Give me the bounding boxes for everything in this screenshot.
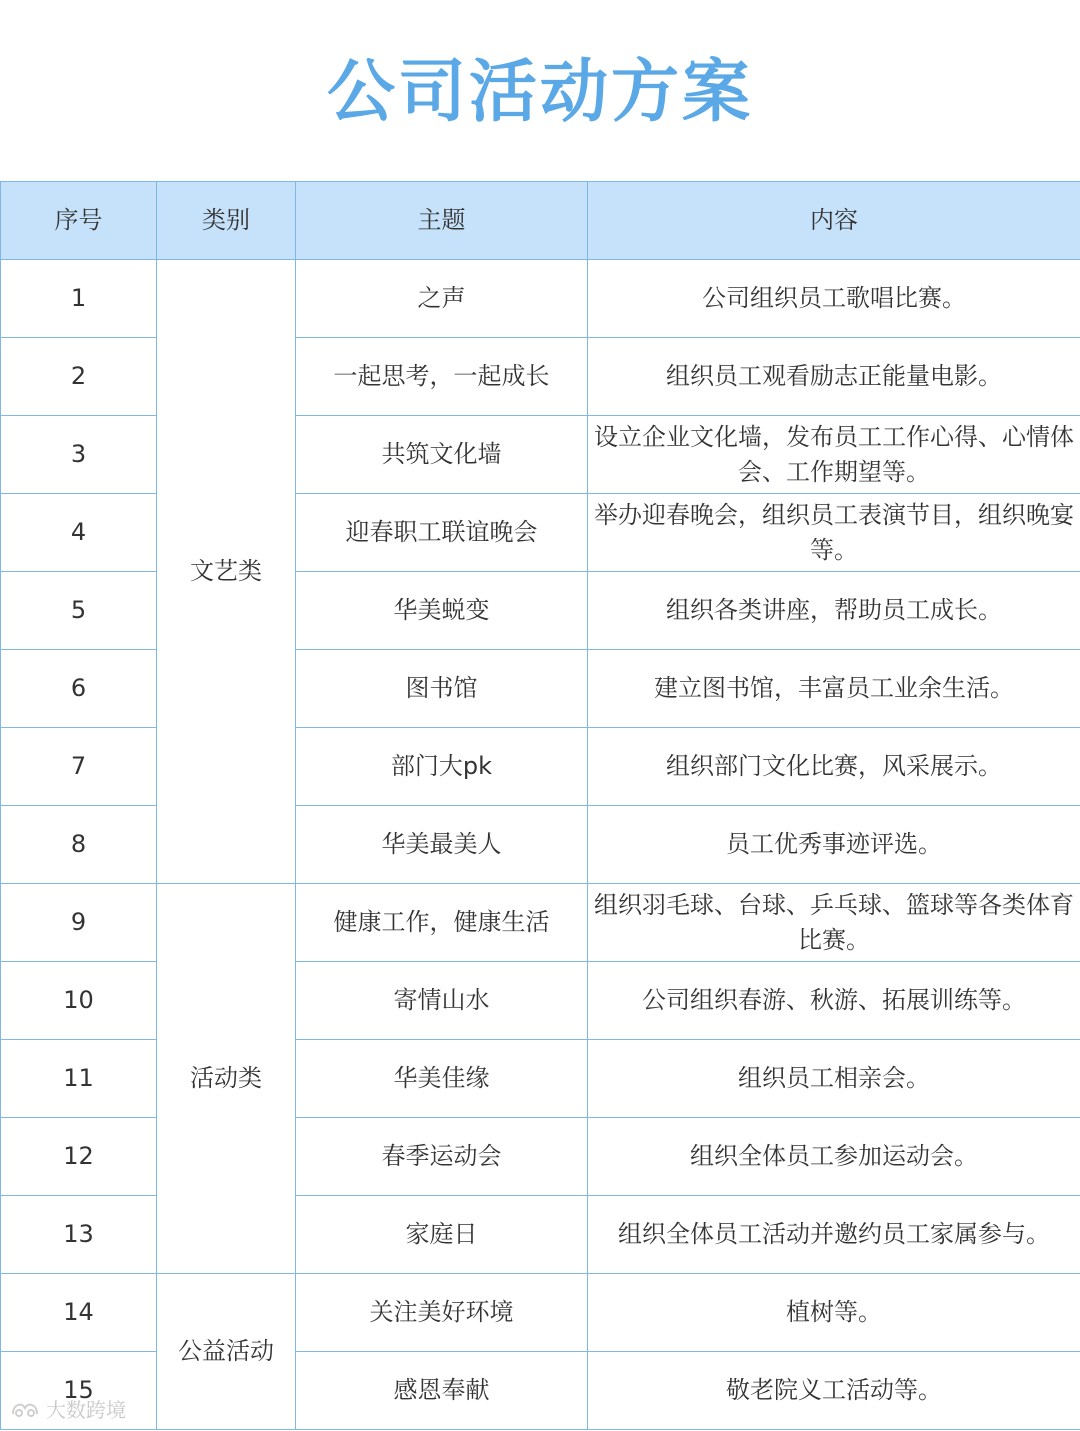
- header-index: 序号: [1, 182, 157, 260]
- cell-content: 举办迎春晚会，组织员工表演节目，组织晚宴等。: [588, 494, 1080, 572]
- cell-theme: 部门大pk: [296, 728, 588, 806]
- cell-content: 组织各类讲座，帮助员工成长。: [588, 572, 1080, 650]
- table-row: [1, 260, 1080, 338]
- cell-theme: 一起思考，一起成长: [296, 338, 588, 416]
- watermark-logo-icon: [10, 1398, 40, 1420]
- cell-theme: 华美最美人: [296, 806, 588, 884]
- cell-content: 公司组织员工歌唱比赛。: [588, 260, 1080, 338]
- cell-index: 8: [1, 806, 157, 884]
- cell-content: 组织羽毛球、台球、乒乓球、篮球等各类体育比赛。: [588, 884, 1080, 962]
- header-category: 类别: [157, 182, 296, 260]
- cell-category: 文艺类: [157, 260, 296, 884]
- cell-content: 组织员工相亲会。: [588, 1040, 1080, 1118]
- cell-theme: 图书馆: [296, 650, 588, 728]
- cell-theme: 迎春职工联谊晚会: [296, 494, 588, 572]
- cell-index: 14: [1, 1274, 157, 1352]
- cell-content: 组织部门文化比赛，风采展示。: [588, 728, 1080, 806]
- cell-content: 组织全体员工参加运动会。: [588, 1118, 1080, 1196]
- page-title: 公司活动方案: [326, 53, 753, 132]
- cell-theme: 共筑文化墙: [296, 416, 588, 494]
- cell-index: 9: [1, 884, 157, 962]
- cell-index: 13: [1, 1196, 157, 1274]
- cell-theme: 春季运动会: [296, 1118, 588, 1196]
- table-row: [1, 1274, 1080, 1352]
- header-content: 内容: [588, 182, 1080, 260]
- cell-index: 2: [1, 338, 157, 416]
- watermark-text: 大数跨境: [46, 1398, 126, 1422]
- table-row: [1, 884, 1080, 962]
- cell-content: 员工优秀事迹评选。: [588, 806, 1080, 884]
- cell-content: 组织全体员工活动并邀约员工家属参与。: [588, 1196, 1080, 1274]
- cell-theme: 家庭日: [296, 1196, 588, 1274]
- cell-category: 公益活动: [157, 1274, 296, 1430]
- cell-index: 4: [1, 494, 157, 572]
- table-header-row: [1, 182, 1080, 260]
- cell-content: 敬老院义工活动等。: [588, 1352, 1080, 1430]
- cell-theme: 华美佳缘: [296, 1040, 588, 1118]
- cell-category: 活动类: [157, 884, 296, 1274]
- cell-content: 组织员工观看励志正能量电影。: [588, 338, 1080, 416]
- cell-theme: 关注美好环境: [296, 1274, 588, 1352]
- cell-content: 植树等。: [588, 1274, 1080, 1352]
- cell-theme: 感恩奉献: [296, 1352, 588, 1430]
- table-body: [1, 260, 1080, 1430]
- cell-index: 1: [1, 260, 157, 338]
- cell-theme: 华美蜕变: [296, 572, 588, 650]
- cell-theme: 寄情山水: [296, 962, 588, 1040]
- cell-index: 5: [1, 572, 157, 650]
- cell-theme: 健康工作，健康生活: [296, 884, 588, 962]
- cell-index: 3: [1, 416, 157, 494]
- cell-content: 公司组织春游、秋游、拓展训练等。: [588, 962, 1080, 1040]
- cell-index: 12: [1, 1118, 157, 1196]
- header-theme: 主题: [296, 182, 588, 260]
- cell-index: 15: [1, 1352, 157, 1430]
- activity-table: [0, 181, 1080, 1430]
- cell-index: 11: [1, 1040, 157, 1118]
- watermark: [10, 1394, 126, 1423]
- cell-theme: 之声: [296, 260, 588, 338]
- cell-index: 10: [1, 962, 157, 1040]
- cell-content: 建立图书馆，丰富员工业余生活。: [588, 650, 1080, 728]
- cell-content: 设立企业文化墙，发布员工工作心得、心情体会、工作期望等。: [588, 416, 1080, 494]
- cell-index: 6: [1, 650, 157, 728]
- cell-index: 7: [1, 728, 157, 806]
